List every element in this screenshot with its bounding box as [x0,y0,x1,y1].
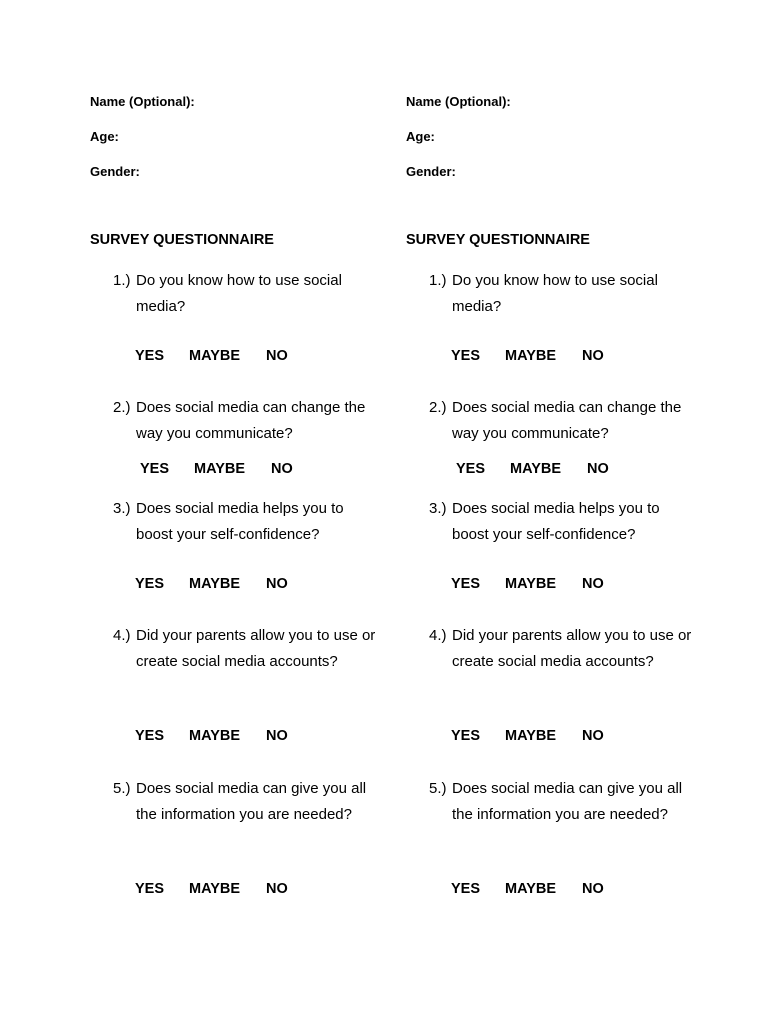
gender-field-label: Gender: [406,164,456,179]
survey-title: SURVEY QUESTIONNAIRE [406,232,590,248]
option-maybe[interactable]: MAYBE [505,728,557,744]
option-yes[interactable]: YES [451,348,481,364]
option-yes[interactable]: YES [451,576,481,592]
question-text: Did your parents allow you to use or create social media accounts? [452,627,692,670]
question-text: Do you know how to use social media? [452,272,658,315]
option-no[interactable]: NO [582,728,604,744]
name-field-label: Name (Optional): [90,94,195,109]
gender-field-label: Gender: [90,164,140,179]
question-number: 4.) [429,627,447,644]
option-yes[interactable]: YES [451,728,481,744]
option-maybe[interactable]: MAYBE [189,728,241,744]
age-field-label: Age: [90,129,119,144]
option-yes[interactable]: YES [135,728,165,744]
question-text: Does social media helps you to boost your self-confidence? [136,500,344,543]
option-maybe[interactable]: MAYBE [189,881,241,897]
option-no[interactable]: NO [266,728,288,744]
option-maybe[interactable]: MAYBE [505,348,557,364]
option-maybe[interactable]: MAYBE [505,576,557,592]
option-maybe[interactable]: MAYBE [189,576,241,592]
question-number: 5.) [429,780,447,797]
option-yes[interactable]: YES [456,461,486,477]
question-text: Does social media can give you all the information you are needed? [136,780,367,823]
option-maybe[interactable]: MAYBE [510,461,562,477]
option-no[interactable]: NO [582,348,604,364]
survey-column-right [406,0,736,1024]
question-text: Do you know how to use social media? [136,272,342,315]
option-no[interactable]: NO [266,576,288,592]
option-yes[interactable]: YES [135,348,165,364]
survey-column-left [90,0,420,1024]
option-maybe[interactable]: MAYBE [189,348,241,364]
option-no[interactable]: NO [587,461,609,477]
question-number: 4.) [113,627,131,644]
option-no[interactable]: NO [266,881,288,897]
option-maybe[interactable]: MAYBE [194,461,246,477]
question-text: Does social media can change the way you communicate? [136,399,366,442]
question-number: 3.) [113,500,131,517]
question-number: 2.) [429,399,447,416]
survey-title: SURVEY QUESTIONNAIRE [90,232,274,248]
option-yes[interactable]: YES [135,881,165,897]
question-number: 3.) [429,500,447,517]
question-text: Does social media can give you all the information you are needed? [452,780,683,823]
option-yes[interactable]: YES [135,576,165,592]
question-text: Does social media helps you to boost your self-confidence? [452,500,660,543]
age-field-label: Age: [406,129,435,144]
question-number: 1.) [429,272,447,289]
option-no[interactable]: NO [266,348,288,364]
option-no[interactable]: NO [582,576,604,592]
option-no[interactable]: NO [271,461,293,477]
question-number: 1.) [113,272,131,289]
question-number: 5.) [113,780,131,797]
option-yes[interactable]: YES [451,881,481,897]
question-number: 2.) [113,399,131,416]
option-no[interactable]: NO [582,881,604,897]
option-yes[interactable]: YES [140,461,170,477]
question-text: Does social media can change the way you communicate? [452,399,682,442]
question-text: Did your parents allow you to use or create social media accounts? [136,627,376,670]
name-field-label: Name (Optional): [406,94,511,109]
option-maybe[interactable]: MAYBE [505,881,557,897]
